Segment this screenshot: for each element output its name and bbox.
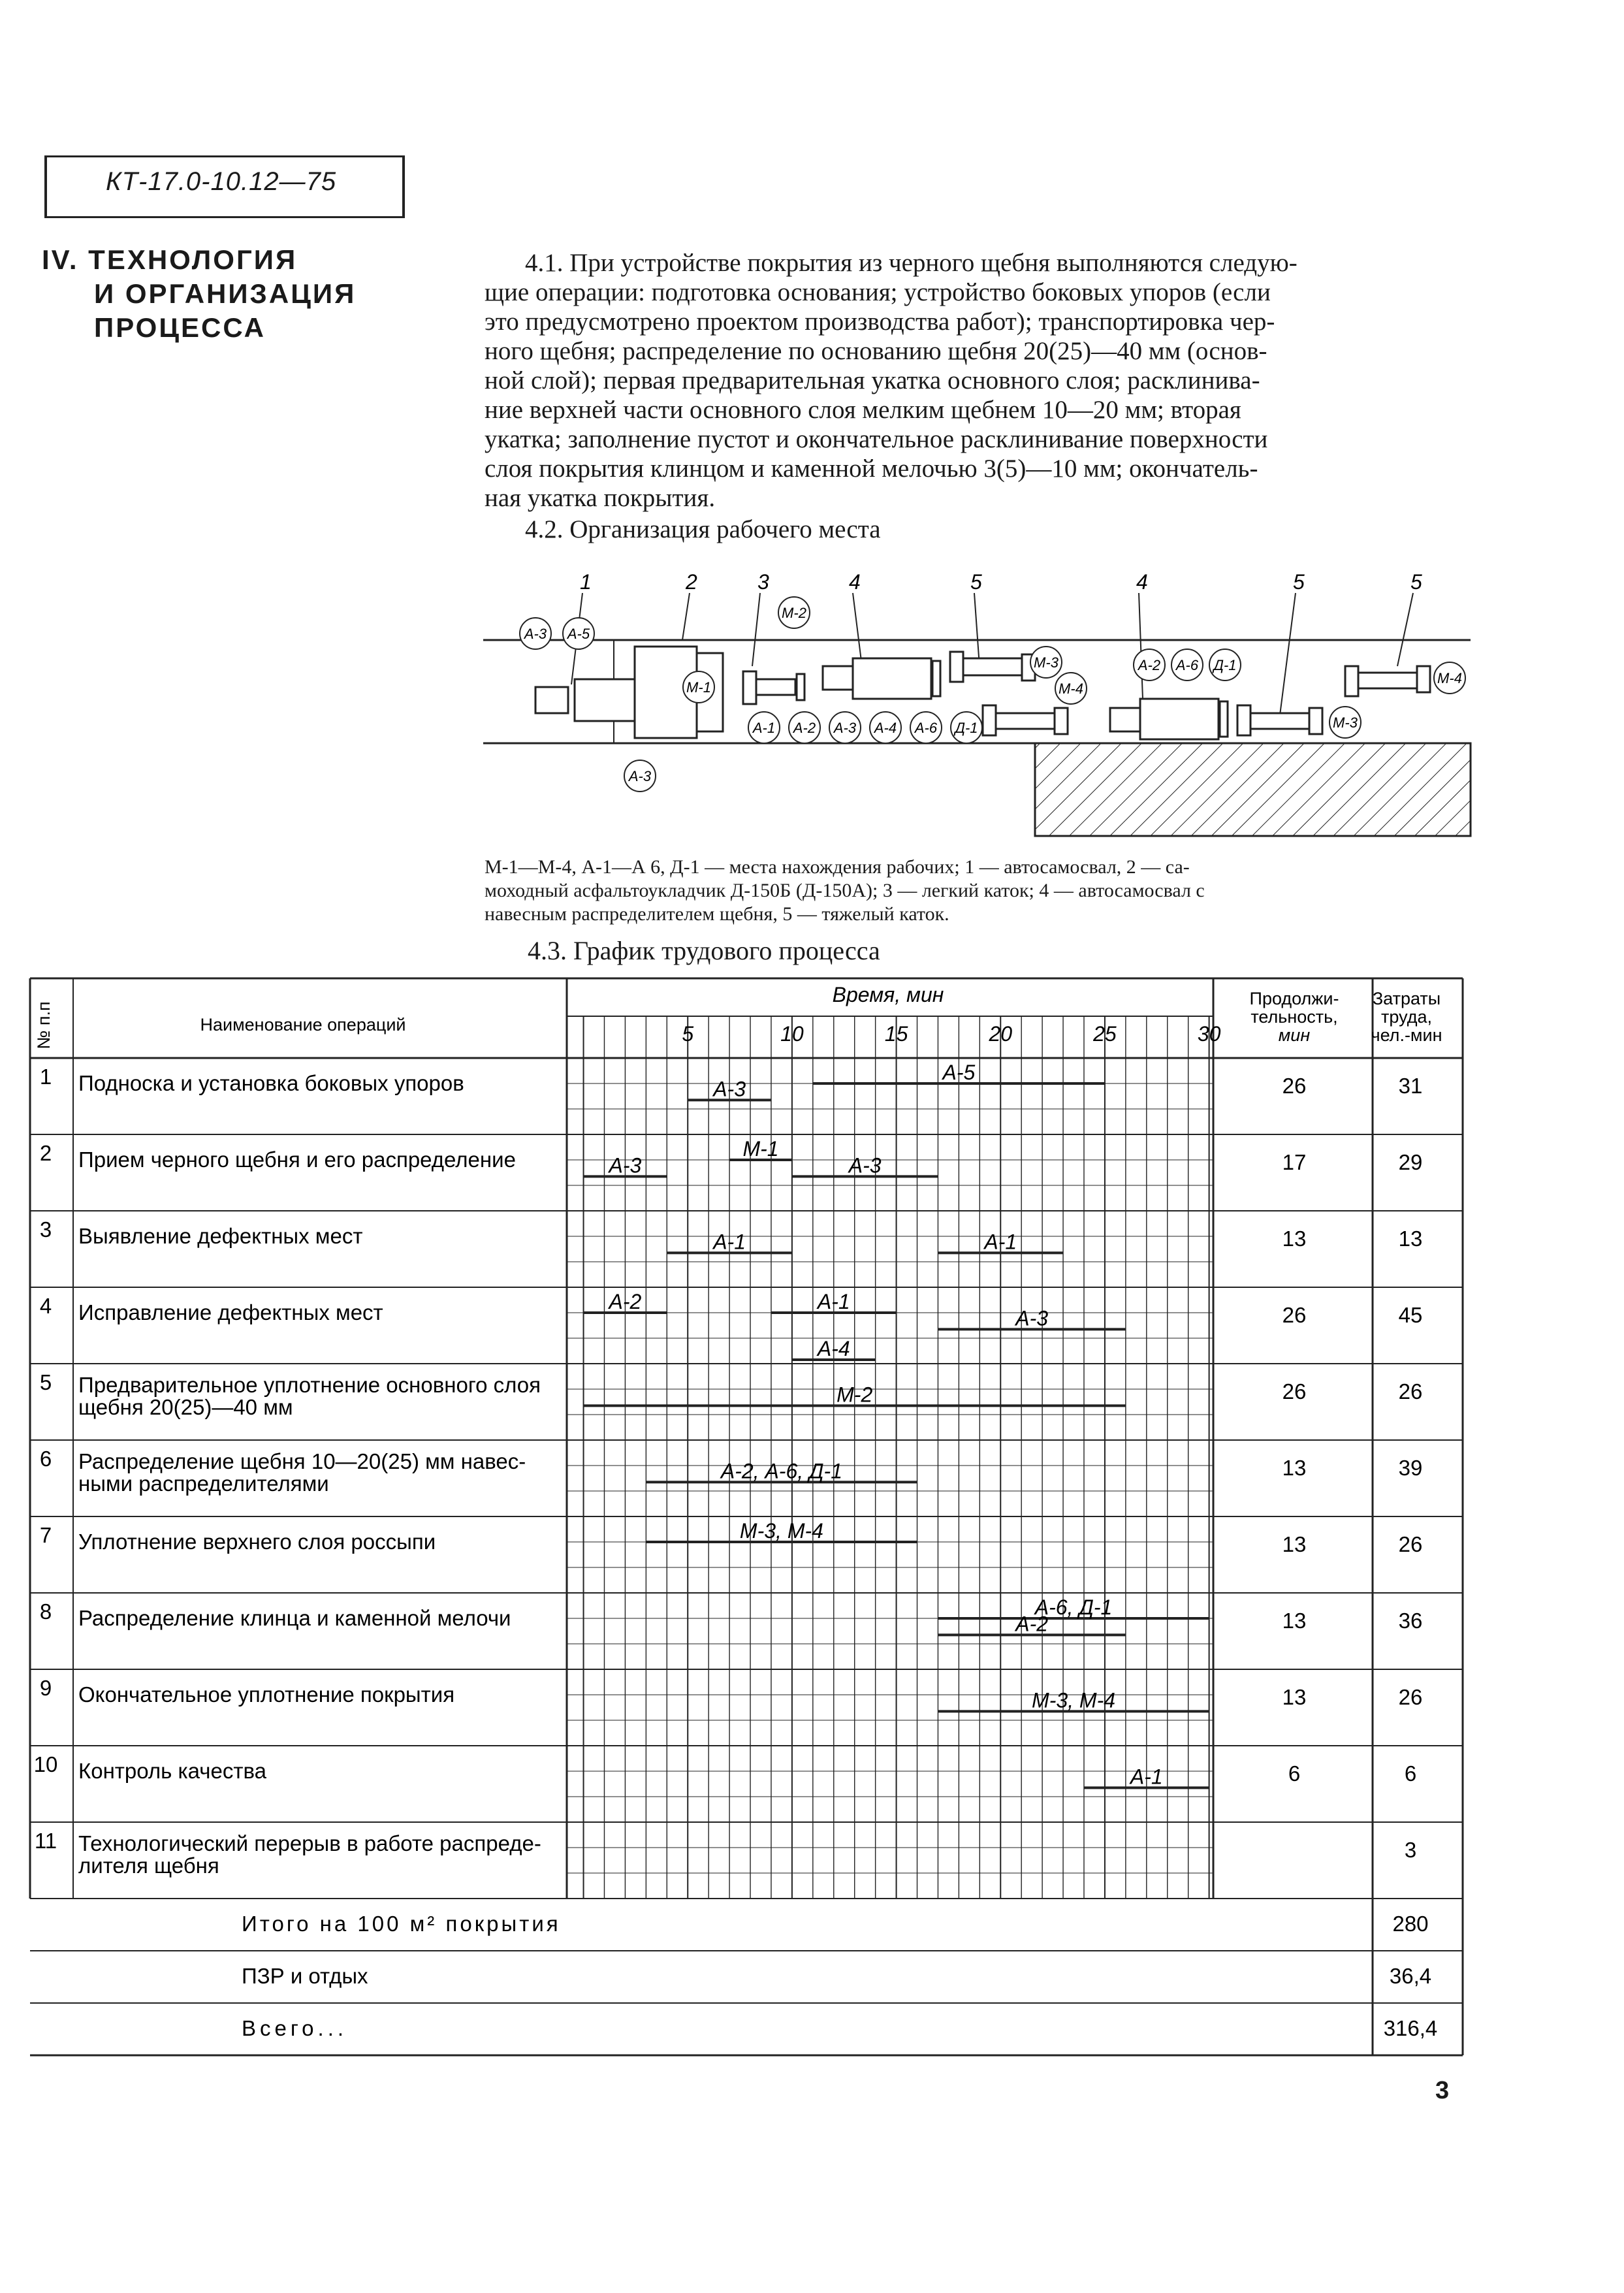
worker-marker (1030, 647, 1062, 678)
worker-marker (1209, 649, 1241, 681)
para-line: укатка; заполнение пустот и окончательное расклинивание поверхности (485, 425, 1268, 453)
time-tick: 20 (989, 1022, 1013, 1046)
duration-value: 26 (1282, 1379, 1307, 1403)
duration-value: 13 (1282, 1532, 1307, 1556)
operation-name: Предварительное уплотнение основного слоя (78, 1373, 541, 1397)
callout-1: 1 (580, 570, 592, 594)
schedule-bar-label: А-4 (817, 1337, 850, 1360)
time-tick: 5 (682, 1022, 694, 1046)
total-label: Итого на 100 м² покрытия (242, 1912, 561, 1936)
labor-cost-value: 45 (1398, 1303, 1423, 1327)
schedule-bar-label: А-2 (1015, 1612, 1049, 1636)
operation-name: Технологический перерыв в работе распреде- (78, 1831, 541, 1855)
duration-value: 6 (1288, 1761, 1301, 1786)
schedule-bar-label: А-3 (713, 1077, 746, 1101)
time-tick: 10 (780, 1022, 804, 1046)
worksite-diagram (483, 568, 1476, 842)
row-number: 7 (39, 1523, 52, 1547)
para-line: ного щебня; распределение по основанию щебня 20(25)—40 мм (основ- (485, 337, 1267, 365)
caption-line: навесным распределителем щебня, 5 — тяжелый каток. (485, 903, 949, 925)
grand-total-label: Всего... (242, 2016, 348, 2040)
labor-cost-value: 36 (1398, 1609, 1423, 1633)
row-number: 9 (39, 1676, 52, 1700)
labor-schedule-table (26, 973, 1469, 2070)
duration-value: 13 (1282, 1609, 1307, 1633)
para-line: щие операции: подготовка основания; устройство боковых упоров (если (485, 278, 1271, 306)
header-cost-line2: труда, (1381, 1007, 1432, 1027)
labor-cost-value: 3 (1404, 1838, 1417, 1862)
worker-marker (624, 760, 656, 792)
prepared-base-hatched (1035, 743, 1471, 836)
worker-marker (910, 712, 942, 743)
callout-5b: 5 (1293, 570, 1305, 594)
row-number: 6 (39, 1447, 52, 1471)
worker-marker (870, 712, 901, 743)
machines (535, 647, 1430, 739)
para-line: ние верхней части основного слоя мелким щебнем 10—20 мм; вторая (485, 396, 1241, 424)
worker-label: А-6 (1175, 657, 1199, 673)
callout-2: 2 (686, 570, 697, 594)
schedule-bar-label: М-1 (742, 1137, 779, 1161)
row-number: 2 (39, 1141, 52, 1165)
row-number: 4 (39, 1294, 52, 1318)
header-cost-line3: чел.-мин (1371, 1025, 1442, 1045)
labor-cost-value: 39 (1398, 1456, 1423, 1480)
schedule-bar-label: А-3 (848, 1153, 882, 1178)
worker-marker (1171, 649, 1203, 681)
operation-name: щебня 20(25)—40 мм (78, 1395, 293, 1419)
header-duration-line3: мин (1278, 1025, 1311, 1045)
header-operation-name: Наименование операций (200, 1015, 406, 1034)
para-line: ная укатка покрытия. (485, 484, 716, 512)
worker-label: А-5 (567, 626, 590, 642)
callout-3: 3 (757, 570, 769, 594)
worker-label: А-3 (524, 626, 547, 642)
labor-cost-value: 26 (1398, 1685, 1423, 1709)
worker-label: Д-1 (1213, 657, 1237, 673)
worker-label: М-3 (1034, 654, 1059, 671)
pzr-label: ПЗР и отдых (242, 1964, 368, 1988)
section-title-line-3: ПРОЦЕССА (94, 312, 266, 343)
schedule-bar-label: А-3 (1015, 1306, 1049, 1330)
worker-marker (563, 618, 594, 649)
worker-marker (1055, 673, 1087, 704)
row-number: 11 (34, 1829, 57, 1853)
paragraph-4-2: 4.2. Организация рабочего места (525, 515, 881, 543)
operation-name: лителя щебня (78, 1853, 219, 1878)
document-code: КТ-17.0-10.12—75 (106, 167, 337, 196)
worker-marker (778, 597, 810, 628)
section-number: IV. (42, 244, 79, 275)
operation-name: Выявление дефектных мест (78, 1224, 363, 1248)
page-number: 3 (1435, 2077, 1450, 2104)
worker-marker (1434, 662, 1465, 694)
operation-name: Контроль качества (78, 1759, 266, 1783)
worker-label: М-4 (1059, 681, 1083, 697)
row-number: 10 (33, 1752, 58, 1776)
schedule-bar-label: А-6, Д-1 (1034, 1595, 1113, 1619)
row-number: 8 (39, 1599, 52, 1624)
diagram-caption (485, 856, 1464, 926)
schedule-bar-label: А-1 (984, 1230, 1017, 1254)
worker-label: М-1 (686, 679, 711, 696)
worker-label: А-2 (793, 720, 816, 736)
section-title-line-2: И ОРГАНИЗАЦИЯ (94, 278, 357, 309)
callout-5: 5 (970, 570, 982, 594)
duration-value: 13 (1282, 1456, 1307, 1480)
worker-label: А-6 (914, 720, 938, 736)
document-code-box (44, 155, 405, 218)
operation-name: Окончательное уплотнение покрытия (78, 1682, 455, 1707)
worker-label: А-2 (1138, 657, 1161, 673)
schedule-bar-label: А-2, А-6, Д-1 (720, 1459, 843, 1483)
worker-label: А-4 (874, 720, 897, 736)
header-duration-line1: Продолжи- (1249, 989, 1339, 1008)
time-tick: 25 (1093, 1022, 1117, 1046)
callout-5c: 5 (1410, 570, 1422, 594)
operation-name: ными распределителями (78, 1471, 329, 1496)
schedule-bar-label: А-1 (713, 1230, 746, 1254)
worker-label: М-2 (782, 605, 806, 621)
para-line: это предусмотрено проектом производства работ); транспортировка чер- (485, 308, 1275, 336)
row-number: 5 (39, 1370, 52, 1394)
caption-line: М-1—М-4, А-1—А 6, Д-1 — места нахождения рабочих; 1 — автосамосвал, 2 — са- (485, 856, 1190, 878)
worker-marker (829, 712, 861, 743)
operation-name: Прием черного щебня и его распределение (78, 1147, 516, 1172)
grand-total-value: 316,4 (1383, 2016, 1438, 2040)
labor-cost-value: 26 (1398, 1379, 1423, 1403)
schedule-bar-label: М-2 (836, 1383, 873, 1407)
schedule-bar-label: А-3 (609, 1153, 642, 1178)
row-number: 1 (39, 1065, 52, 1089)
header-number: № п.п (34, 1001, 54, 1050)
operation-name: Исправление дефектных мест (78, 1300, 383, 1324)
duration-value: 26 (1282, 1303, 1307, 1327)
labor-cost-value: 29 (1398, 1150, 1423, 1174)
total-value: 280 (1392, 1912, 1429, 1936)
duration-value: 13 (1282, 1227, 1307, 1251)
para-line: ной слой); первая предварительная укатка основного слоя; расклинива- (485, 366, 1260, 394)
schedule-bar-label: А-1 (817, 1290, 850, 1313)
duration-value: 17 (1282, 1150, 1307, 1174)
para-line: 4.1. При устройстве покрытия из черного щебня выполняются следую- (525, 249, 1298, 277)
labor-cost-value: 26 (1398, 1532, 1423, 1556)
header-duration-line2: тельность, (1250, 1007, 1338, 1027)
paragraph-4-1 (485, 248, 1464, 513)
worker-marker (1329, 707, 1361, 738)
worker-label: А-3 (628, 768, 652, 784)
worker-label: А-1 (752, 720, 776, 736)
callout-4b: 4 (1136, 570, 1148, 594)
pzr-value: 36,4 (1389, 1964, 1432, 1988)
worker-label: А-3 (833, 720, 857, 736)
labor-cost-value: 6 (1404, 1761, 1417, 1786)
schedule-bar-label: М-3, М-4 (1032, 1688, 1116, 1712)
section-title-line-1: ТЕХНОЛОГИЯ (88, 244, 298, 275)
worker-marker (748, 712, 780, 743)
labor-cost-value: 31 (1398, 1074, 1423, 1098)
callout-4: 4 (849, 570, 861, 594)
row-number: 3 (39, 1217, 52, 1242)
schedule-bar-label: А-1 (1130, 1765, 1163, 1789)
worker-marker (951, 712, 982, 743)
operation-name: Распределение щебня 10—20(25) мм навес- (78, 1449, 526, 1473)
worker-label: М-3 (1333, 714, 1358, 731)
section-4-3-title: 4.3. График трудового процесса (528, 936, 880, 965)
duration-value: 13 (1282, 1685, 1307, 1709)
worker-marker (1134, 649, 1165, 681)
section-heading (42, 243, 356, 345)
header-time: Время, мин (832, 983, 944, 1006)
worker-marker (683, 671, 714, 703)
time-tick: 30 (1197, 1022, 1221, 1046)
caption-line: моходный асфальтоукладчик Д-150Б (Д-150А); 3 — легкий каток; 4 — автосамосвал с (485, 880, 1205, 901)
time-tick: 15 (884, 1022, 908, 1046)
schedule-bar-label: М-3, М-4 (739, 1519, 823, 1543)
para-line: слоя покрытия клинцом и каменной мелочью 3(5)—10 мм; окончатель- (485, 455, 1258, 483)
schedule-bar-label: А-2 (609, 1290, 642, 1313)
schedule-bar-label: А-5 (942, 1061, 976, 1084)
worker-label: Д-1 (955, 720, 978, 736)
operation-name: Распределение клинца и каменной мелочи (78, 1606, 511, 1630)
operation-name: Подноска и установка боковых упоров (78, 1071, 464, 1095)
worker-marker (789, 712, 820, 743)
worker-marker (520, 618, 551, 649)
labor-cost-value: 13 (1398, 1227, 1423, 1251)
worker-label: М-4 (1437, 670, 1462, 686)
duration-value: 26 (1282, 1074, 1307, 1098)
header-cost-line1: Затраты (1372, 989, 1441, 1008)
operation-name: Уплотнение верхнего слоя россыпи (78, 1530, 436, 1554)
